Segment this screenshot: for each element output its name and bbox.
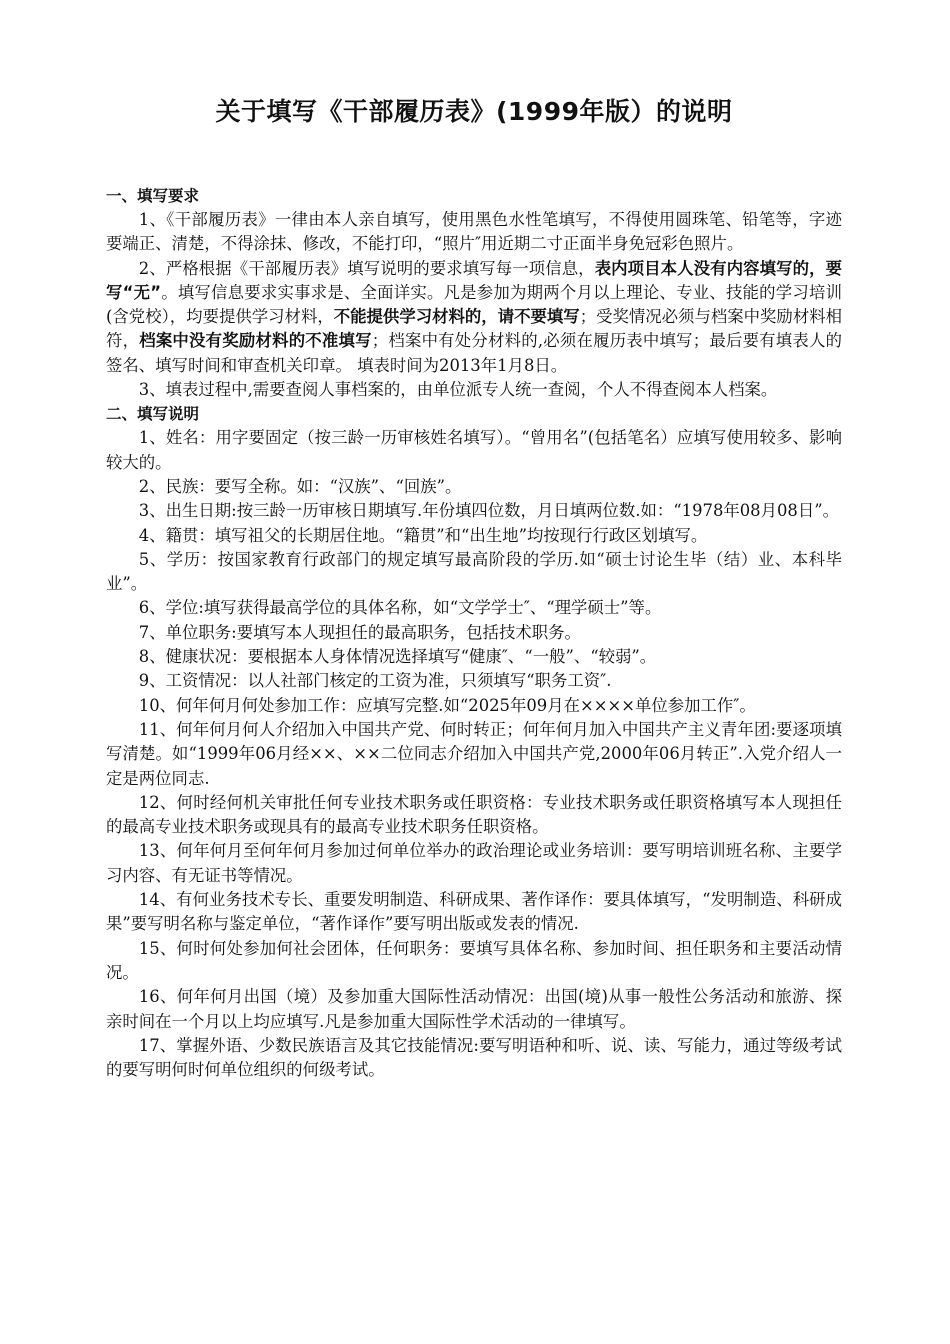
paragraph — [106, 548, 842, 597]
paragraph — [106, 378, 842, 402]
paragraph — [106, 669, 842, 693]
paragraph — [106, 475, 842, 499]
document-title: 关于填写《干部履历表》(1999年版）的说明 — [215, 97, 733, 126]
text: 12、何时经何机关审批任何专业技术职务或任职资格：专业技术职务或任职资格填写本人现担任的最高专业技术职务或现具有的最高专业技术职务任职资格。 — [106, 792, 842, 837]
text: 8、健康状况：要根据本人身体情况选择填写“健康″、“一般”、“较弱”。 — [138, 647, 657, 667]
paragraph — [106, 694, 842, 718]
paragraph — [106, 208, 842, 257]
text: 11、何年何月何人介绍加入中国共产党、何时转正；何年何月加入中国共产主义青年团:要逐项填写清楚。如“1999年06月经××、××二位同志介绍加入中国共产党,2000年06月转正”.入党介绍人一定是两位同志. — [106, 719, 842, 788]
paragraph — [106, 257, 842, 378]
paragraph — [106, 718, 842, 791]
text: 3、出生日期:按三龄一历审核日期填写.年份填四位数，月日填两位数.如：“1978年08月08日”。 — [138, 501, 840, 521]
text: 9、工资情况：以人社部门核定的工资为准，只须填写“职务工资″. — [138, 671, 612, 691]
paragraph — [106, 596, 842, 620]
paragraph — [106, 839, 842, 888]
text: 3、填表过程中,需要查阅人事档案的，由单位派专人统一查阅，个人不得查阅本人档案。 — [138, 380, 778, 400]
document-body — [106, 184, 842, 1082]
text: 5、学历：按国家教育行政部门的规定填写最高阶段的学历.如“硕士讨论生毕（结）业、本科毕业”。 — [106, 549, 842, 594]
paragraph — [106, 645, 842, 669]
text: 16、何年何月出国（境）及参加重大国际性活动情况：出国(境)从事一般性公务活动和旅游、探亲时间在一个月以上均应填写.凡是参加重大国际性学术活动的一律填写。 — [106, 987, 842, 1031]
paragraph — [106, 499, 842, 523]
text: 17、掌握外语、少数民族语言及其它技能情况:要写明语种和听、说、读、写能力，通过等级考试的要写明何时何单位组织的何级考试。 — [106, 1035, 842, 1080]
text: 4、籍贯：填写祖父的长期居住地。“籍贯”和“出生地”均按现行行政区划填写。 — [138, 525, 708, 545]
bold-text: 表内项目本人没有内容填写的，要写“无” — [106, 258, 842, 302]
section-heading: 二、填写说明 — [106, 405, 200, 424]
paragraph — [106, 791, 842, 840]
text: 13、何年何月至何年何月参加过何单位举办的政治理论或业务培训：要写明培训班名称、主要学习内容、有无证书等情况。 — [106, 841, 842, 885]
text: ；受奖情况必须与档案中奖励材料相符， — [106, 307, 843, 351]
text: 6、学位:填写获得最高学位的具体名称，如“文学学士″、“理学硕士”等。 — [138, 598, 662, 618]
text: 1、姓名：用字要固定（按三龄一历审核姓名填写）。“曾用名”(包括笔名）应填写使用较多、影响较大的。 — [106, 428, 842, 472]
text: 14、有何业务技术专长、重要发明制造、科研成果、著作译作：要具体填写，“发明制造、科研成果”要写明名称与鉴定单位，“著作译作”要写明出版或发表的情况. — [106, 890, 842, 934]
paragraph — [106, 937, 842, 986]
paragraph — [106, 621, 842, 645]
bold-text: 不能提供学习材料的，请不要填写 — [333, 307, 580, 327]
section — [106, 402, 842, 1082]
text: 。填写信息要求实事求是、全面详实。凡是参加为期两个月以上理论、专业、技能的学习培训(含党校），均要提供学习材料， — [106, 282, 842, 327]
paragraph — [106, 426, 842, 475]
bold-text: 档案中没有奖励材料的不准填写 — [139, 331, 372, 351]
paragraph — [106, 1034, 842, 1083]
text: 1、《干部履历表》一律由本人亲自填写，使用黑色水性笔填写，不得使用圆珠笔、铅笔等，字迹要端正、清楚，不得涂抹、修改，不能打印，“照片″用近期二寸正面半身免冠彩色照片。 — [106, 210, 842, 254]
text: 15、何时何处参加何社会团体，任何职务：要填写具体名称、参加时间、担任职务和主要活动情况。 — [106, 938, 842, 982]
text: 10、何年何月何处参加工作：应填写完整.如“2025年09月在××××单位参加工作″。 — [138, 695, 756, 715]
section-heading: 一、填写要求 — [106, 187, 200, 205]
paragraph — [106, 985, 842, 1034]
text: ；档案中有处分材料的,必须在履历表中填写；最后要有填表人的签名、填写时间和审查机关印章。 填表时间为2013年1月8日。 — [106, 331, 843, 375]
text: 2、严格根据《干部履历表》填写说明的要求填写每一项信息， — [138, 258, 595, 278]
paragraph — [106, 524, 842, 548]
section — [106, 184, 842, 402]
paragraph — [106, 888, 842, 937]
text: 2、民族：要写全称。如：“汉族”、“回族”。 — [138, 476, 462, 496]
text: 7、单位职务:要填写本人现担任的最高职务，包括技术职务。 — [138, 622, 581, 642]
